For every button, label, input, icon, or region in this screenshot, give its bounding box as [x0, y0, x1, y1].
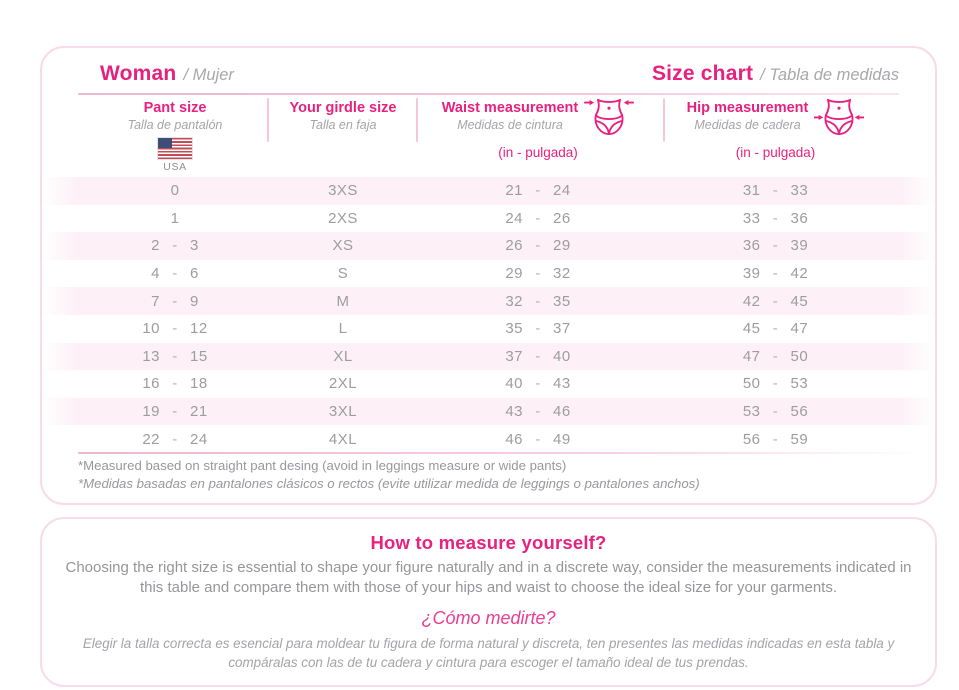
- waist-measurement-cell: 40 - 43: [505, 375, 571, 393]
- table-row: [42, 425, 935, 453]
- woman-title-sub: / Mujer: [183, 66, 234, 84]
- hip-measurement-cell: 42 - 45: [742, 292, 809, 310]
- waist-measurement-cell: 37 - 40: [505, 347, 571, 365]
- size-chart-title: [652, 62, 899, 86]
- hip-measurement-cell: 33 - 36: [742, 209, 809, 227]
- waist-measurement-cell: 21 - 24: [505, 182, 571, 200]
- table-row: [42, 287, 935, 315]
- table-row: [42, 343, 935, 371]
- table-row: [42, 315, 935, 343]
- girdle-size-cell: M: [336, 292, 350, 310]
- usa-flag-canton: [158, 138, 172, 148]
- waist-measurement-cell: 26 - 29: [505, 237, 571, 255]
- girdle-size-cell: XS: [332, 237, 354, 255]
- header-column-divider: [416, 98, 418, 142]
- pant-size-cell: 2 - 3: [151, 237, 199, 255]
- how-to-measure-card: [40, 517, 937, 687]
- column-header-pant-size: [80, 100, 270, 132]
- table-row: [42, 205, 935, 233]
- usa-flag-icon: [158, 138, 192, 159]
- waist-measure-icon: [584, 96, 634, 142]
- pant-size-cell: 10 - 12: [142, 320, 208, 338]
- hip-measurement-cell: 56 - 59: [742, 430, 809, 448]
- hip-measurement-cell: 45 - 47: [742, 320, 809, 338]
- pant-size-cell: 7 - 9: [151, 292, 199, 310]
- waist-label-es: Medidas de cintura: [457, 118, 563, 132]
- hip-measurement-cell: 50 - 53: [742, 375, 809, 393]
- hip-measurement-cell: 53 - 56: [742, 403, 809, 421]
- hip-measurement-cell: 36 - 39: [742, 237, 809, 255]
- header-column-divider: [267, 98, 269, 142]
- footnote-spanish: *Medidas basadas en pantalones clásicos o rectos (evite utilizar medida de leggings o pantalones anchos): [78, 476, 700, 491]
- girdle-size-cell: 2XS: [328, 209, 358, 227]
- table-row: [42, 398, 935, 426]
- size-chart-title-main: Size chart: [651, 62, 754, 85]
- hip-measurement-cell: 31 - 33: [742, 182, 809, 200]
- column-header-waist: [418, 100, 658, 142]
- girdle-size-label-es: Talla en faja: [309, 118, 377, 132]
- size-chart-title-sub: / Tabla de medidas: [760, 66, 899, 84]
- girdle-size-label-en: Your girdle size: [289, 100, 397, 116]
- pant-size-cell: 13 - 15: [142, 347, 208, 365]
- pant-size-cell: 22 - 24: [142, 430, 208, 448]
- girdle-size-cell: 3XL: [328, 403, 358, 421]
- how-to-body-en: Choosing the right size is essential to shape your figure naturally and in a discrete way, consider the measurements indicated in this table and compare them with those of your hips and waist to choose the ideal size for your garments.: [65, 559, 912, 596]
- pant-size-label-en: Pant size: [143, 100, 207, 116]
- table-row: [42, 232, 935, 260]
- girdle-size-cell: 2XL: [328, 375, 358, 393]
- woman-title-main: Woman: [100, 62, 177, 85]
- waist-measurement-cell: 43 - 46: [505, 403, 571, 421]
- table-row: [42, 260, 935, 288]
- hip-measurement-cell: 47 - 50: [742, 347, 809, 365]
- header-column-divider: [663, 98, 665, 142]
- girdle-size-cell: 3XS: [328, 182, 358, 200]
- pant-size-label-es: Talla de pantalón: [127, 118, 223, 132]
- footnote-english: *Measured based on straight pant desing (avoid in leggings measure or wide pants): [78, 458, 567, 473]
- hip-label-es: Medidas de cadera: [694, 118, 801, 132]
- table-row: [42, 177, 935, 205]
- waist-measurement-cell: 24 - 26: [505, 209, 571, 227]
- hip-unit-label: (in - pulgada): [735, 145, 816, 160]
- waist-measurement-cell: 46 - 49: [505, 430, 571, 448]
- hip-label-en: Hip measurement: [686, 100, 809, 116]
- size-chart-card: [40, 46, 937, 505]
- waist-measurement-cell: 29 - 32: [505, 265, 571, 283]
- girdle-size-cell: L: [338, 320, 348, 338]
- header-divider-line: [78, 93, 899, 95]
- waist-label-en: Waist measurement: [441, 100, 579, 116]
- usa-flag: [80, 138, 270, 173]
- pant-size-cell: 19 - 21: [142, 403, 208, 421]
- girdle-size-cell: XL: [333, 347, 353, 365]
- usa-flag-label: USA: [163, 161, 187, 173]
- waist-unit-label: (in - pulgada): [498, 145, 578, 160]
- hip-measure-icon: [814, 96, 864, 142]
- waist-measurement-cell: 35 - 37: [505, 320, 571, 338]
- pant-size-cell: 1: [170, 209, 180, 227]
- girdle-size-cell: 4XL: [328, 430, 358, 448]
- column-header-hip: [658, 100, 893, 142]
- size-table-body: [42, 177, 935, 453]
- pant-size-cell: 4 - 6: [151, 265, 199, 283]
- table-row: [42, 370, 935, 398]
- how-to-body-es: Elegir la talla correcta es esencial para moldear tu figura de forma natural y discreta, ten presentes las medidas indicadas en esta tabla y compáralas con las de tu cadera y cintura para escoger el tamaño ideal de tus prendas.: [82, 636, 895, 671]
- girdle-size-cell: S: [337, 265, 349, 283]
- pant-size-cell: 0: [170, 182, 180, 200]
- how-to-title-es: ¿Cómo medirte?: [421, 608, 556, 628]
- waist-measurement-cell: 32 - 35: [505, 292, 571, 310]
- column-header-girdle-size: [268, 100, 418, 132]
- how-to-title-en: How to measure yourself?: [370, 532, 607, 553]
- woman-title: [100, 62, 234, 86]
- pant-size-cell: 16 - 18: [142, 375, 208, 393]
- footnote-divider-line: [78, 452, 929, 454]
- hip-measurement-cell: 39 - 42: [742, 265, 809, 283]
